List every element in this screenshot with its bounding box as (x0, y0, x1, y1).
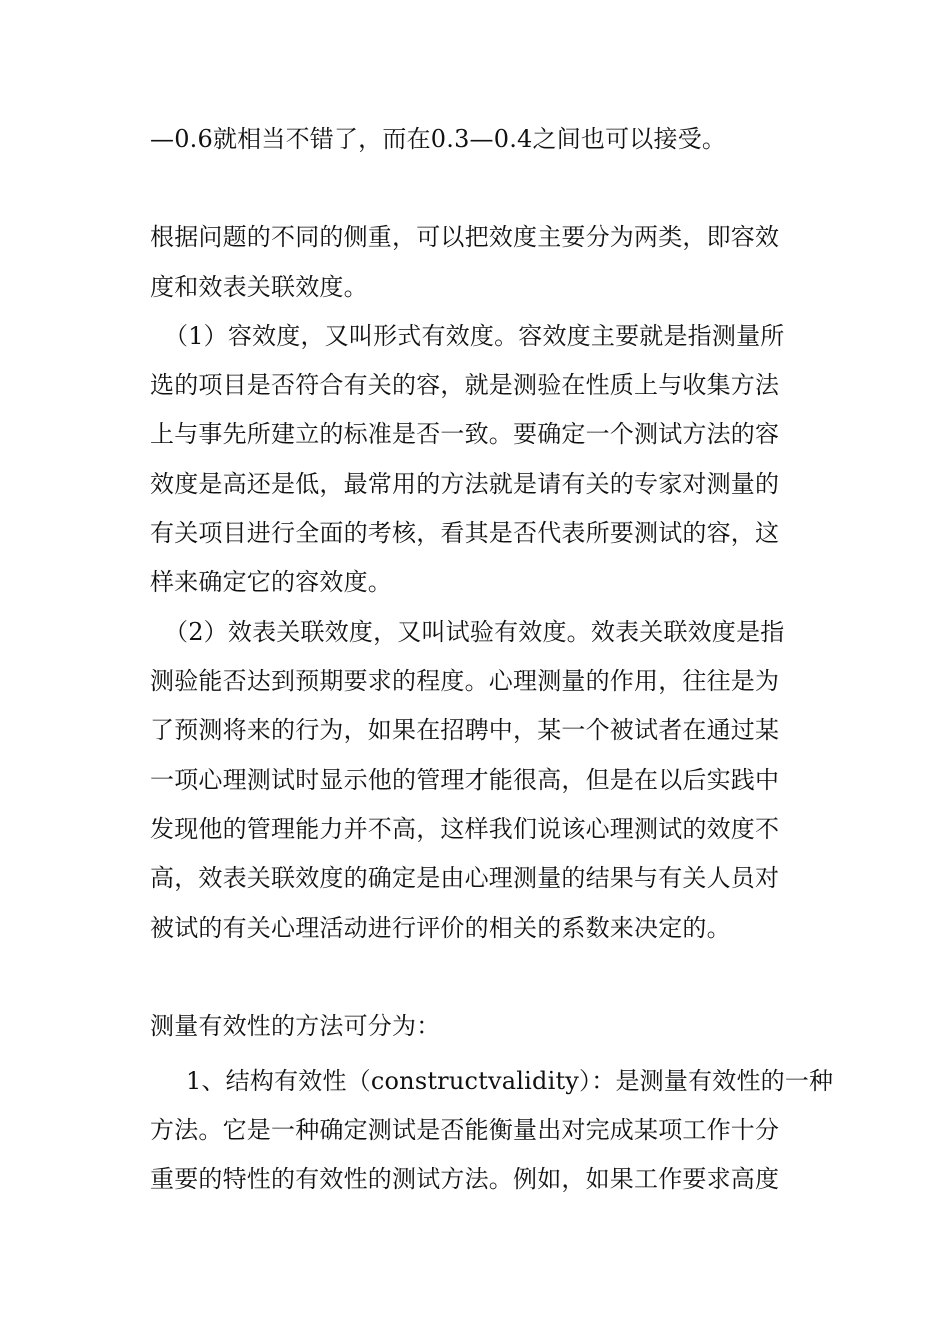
paragraph-line-5: 选的项目是否符合有关的容，就是测验在性质上与收集方法 (150, 371, 780, 399)
paragraph-line-11: 测验能否达到预期要求的程度。心理测量的作用，往往是为 (150, 667, 780, 695)
paragraph-line-12: 了预测将来的行为，如果在招聘中，某一个被试者在通过某 (150, 716, 780, 744)
paragraph-line-15: 高，效表关联效度的确定是由心理测量的结果与有关人员对 (150, 864, 780, 892)
paragraph-line-4: （1）容效度，又叫形式有效度。容效度主要就是指测量所 (164, 322, 785, 350)
paragraph-line-10: （2）效表关联效度，又叫试验有效度。效表关联效度是指 (164, 618, 785, 646)
paragraph-line-16: 被试的有关心理活动进行评价的相关的系数来决定的。 (150, 914, 731, 942)
paragraph-line-7: 效度是高还是低，最常用的方法就是请有关的专家对测量的 (150, 470, 780, 498)
paragraph-line-13: 一项心理测试时显示他的管理才能很高，但是在以后实践中 (150, 766, 780, 794)
paragraph-line-6: 上与事先所建立的标准是否一致。要确定一个测试方法的容 (150, 420, 780, 448)
paragraph-line-2: 根据问题的不同的侧重，可以把效度主要分为两类，即容效 (150, 223, 780, 251)
paragraph-line-18: 1、结构有效性（constructvalidity）：是测量有效性的一种 (186, 1067, 834, 1095)
paragraph-line-3: 度和效表关联效度。 (150, 273, 368, 301)
paragraph-line-17: 测量有效性的方法可分为： (150, 1012, 441, 1040)
paragraph-line-9: 样来确定它的容效度。 (150, 568, 392, 596)
paragraph-line-8: 有关项目进行全面的考核，看其是否代表所要测试的容，这 (150, 519, 780, 547)
paragraph-line-14: 发现他的管理能力并不高，这样我们说该心理测试的效度不 (150, 815, 780, 843)
paragraph-line-20: 重要的特性的有效性的测试方法。例如，如果工作要求高度 (150, 1165, 780, 1193)
paragraph-line-1: —0.6就相当不错了，而在0.3—0.4之间也可以接受。 (150, 125, 727, 153)
paragraph-line-19: 方法。它是一种确定测试是否能衡量出对完成某项工作十分 (150, 1116, 780, 1144)
